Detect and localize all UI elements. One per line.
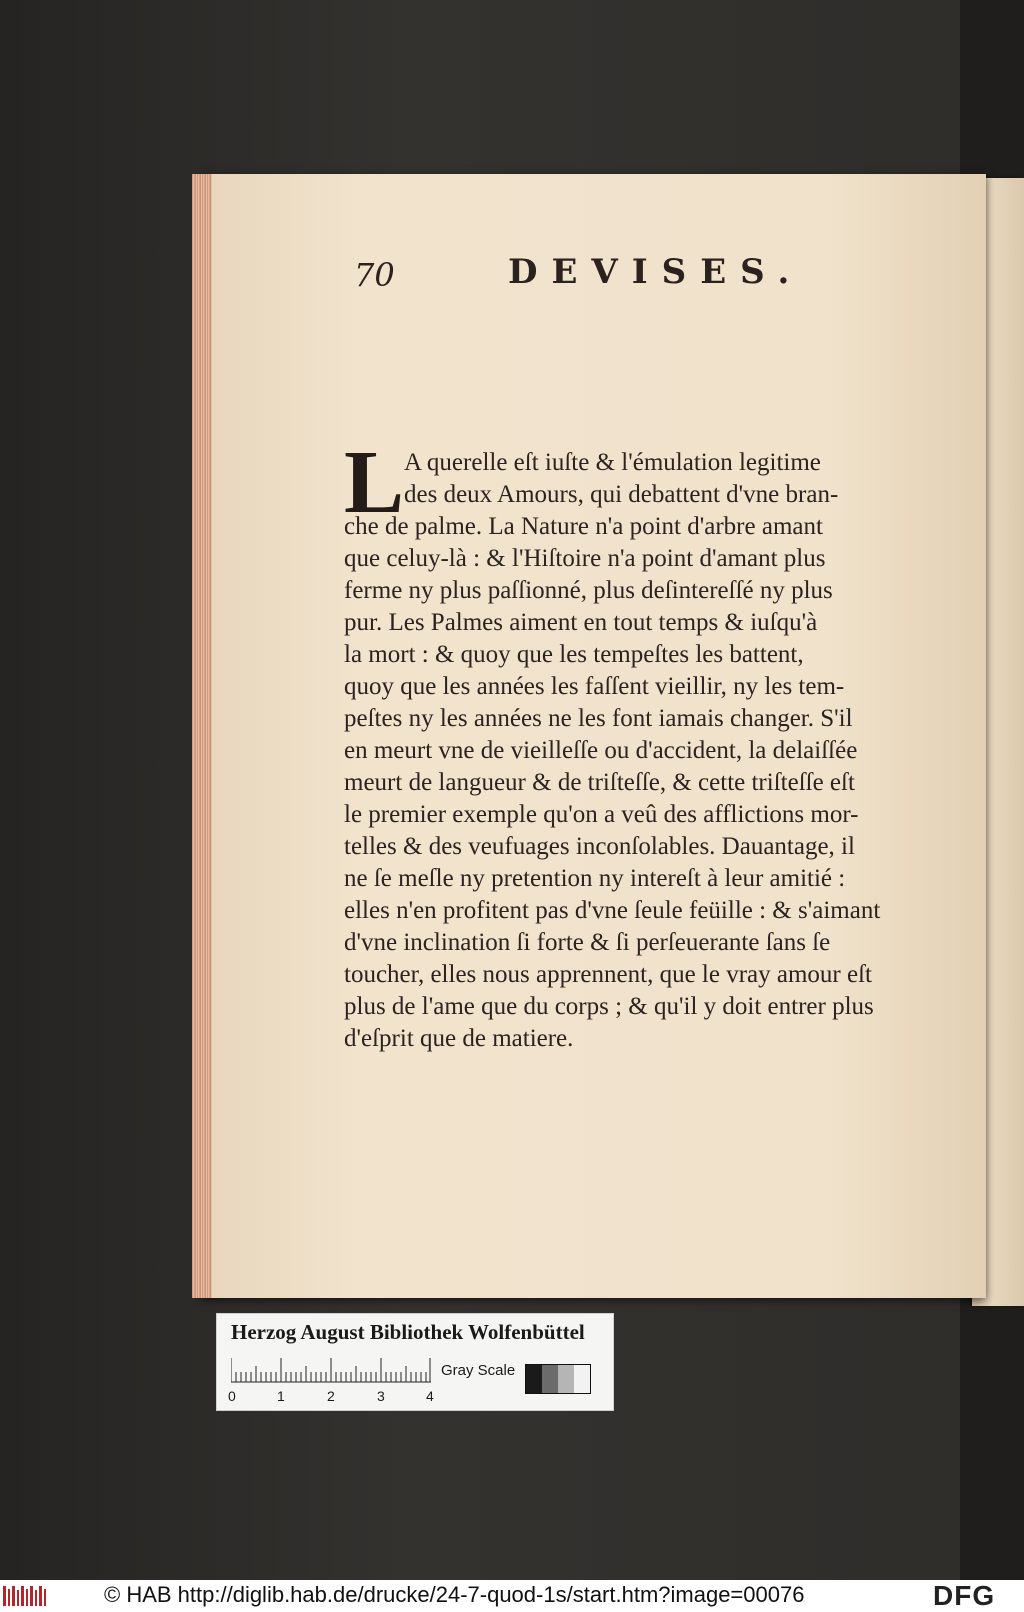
text-line: des deux Amours, qui debattent d'vne bran- [404, 481, 839, 508]
text-line: toucher, elles nous apprennent, que le vray amour eſt [344, 961, 872, 988]
library-name: Herzog August Bibliothek Wolfenbüttel [231, 1320, 585, 1344]
text-line: A querelle eſt iuſte & l'émulation legitime [404, 449, 821, 476]
text-line: pur. Les Palmes aiment en tout temps & iuſqu'à [344, 609, 818, 636]
ruler-number: 4 [426, 1388, 434, 1404]
gray-swatch [542, 1365, 558, 1393]
ruler-numbers [228, 1388, 451, 1406]
gray-swatch [526, 1365, 542, 1393]
text-line: telles & des veufuages inconſolables. Dauantage, il [344, 833, 855, 860]
text-line: che de palme. La Nature n'a point d'arbre amant [344, 513, 823, 540]
text-line: d'vne inclination ſi forte & ſi perſeuerante ſans ſe [344, 929, 831, 956]
gray-scale-label: Gray Scale [441, 1362, 516, 1379]
running-title: DEVISES. [508, 252, 804, 292]
gray-scale-swatches [525, 1364, 591, 1394]
text-line: d'eſprit que de matiere. [344, 1025, 574, 1052]
drop-cap: L [344, 433, 405, 532]
footer-bar [0, 1580, 1024, 1612]
page-fore-edge [192, 174, 212, 1298]
hab-logo-icon [2, 1584, 48, 1608]
running-head [354, 248, 804, 298]
ruler-number: 1 [277, 1388, 285, 1404]
ruler-number: 3 [377, 1388, 385, 1404]
library-color-chart [216, 1313, 614, 1411]
ruler-number: 2 [327, 1388, 335, 1404]
ruler-number: 0 [228, 1388, 236, 1404]
ruler-scale [231, 1358, 431, 1384]
text-line: quoy que les années les faſſent vieillir, ny les tem- [344, 673, 845, 700]
dfg-logo: DFG [933, 1580, 996, 1611]
text-line: plus de l'ame que du corps ; & qu'il y doit entrer plus [344, 993, 874, 1020]
text-line: que celuy-là : & l'Hiſtoire n'a point d'amant plus [344, 545, 826, 572]
text-line: la mort : & quoy que les tempeſtes les battent, [344, 641, 804, 668]
page-number: 70 [354, 256, 395, 294]
text-line: en meurt vne de vieilleſſe ou d'accident, la delaiſſée [344, 737, 858, 764]
text-line: ne ſe meſle ny pretention ny intereſt à leur amitié : [344, 865, 846, 892]
gray-swatch [574, 1365, 590, 1393]
text-line: peſtes ny les années ne les font iamais changer. S'il [344, 705, 853, 732]
copyright-url[interactable]: © HAB http://diglib.hab.de/drucke/24-7-quod-1s/start.htm?image=00076 [104, 1582, 805, 1607]
text-line: elles n'en profitent pas d'vne ſeule feüille : & s'aimant [344, 897, 881, 924]
text-line: le premier exemple qu'on a veû des afflictions mor- [344, 801, 859, 828]
gray-swatch [558, 1365, 574, 1393]
text-line: ferme ny plus paſſionné, plus deſintereſſé ny plus [344, 577, 833, 604]
text-line: meurt de langueur & de triſteſſe, & cette triſteſſe eſt [344, 769, 855, 796]
